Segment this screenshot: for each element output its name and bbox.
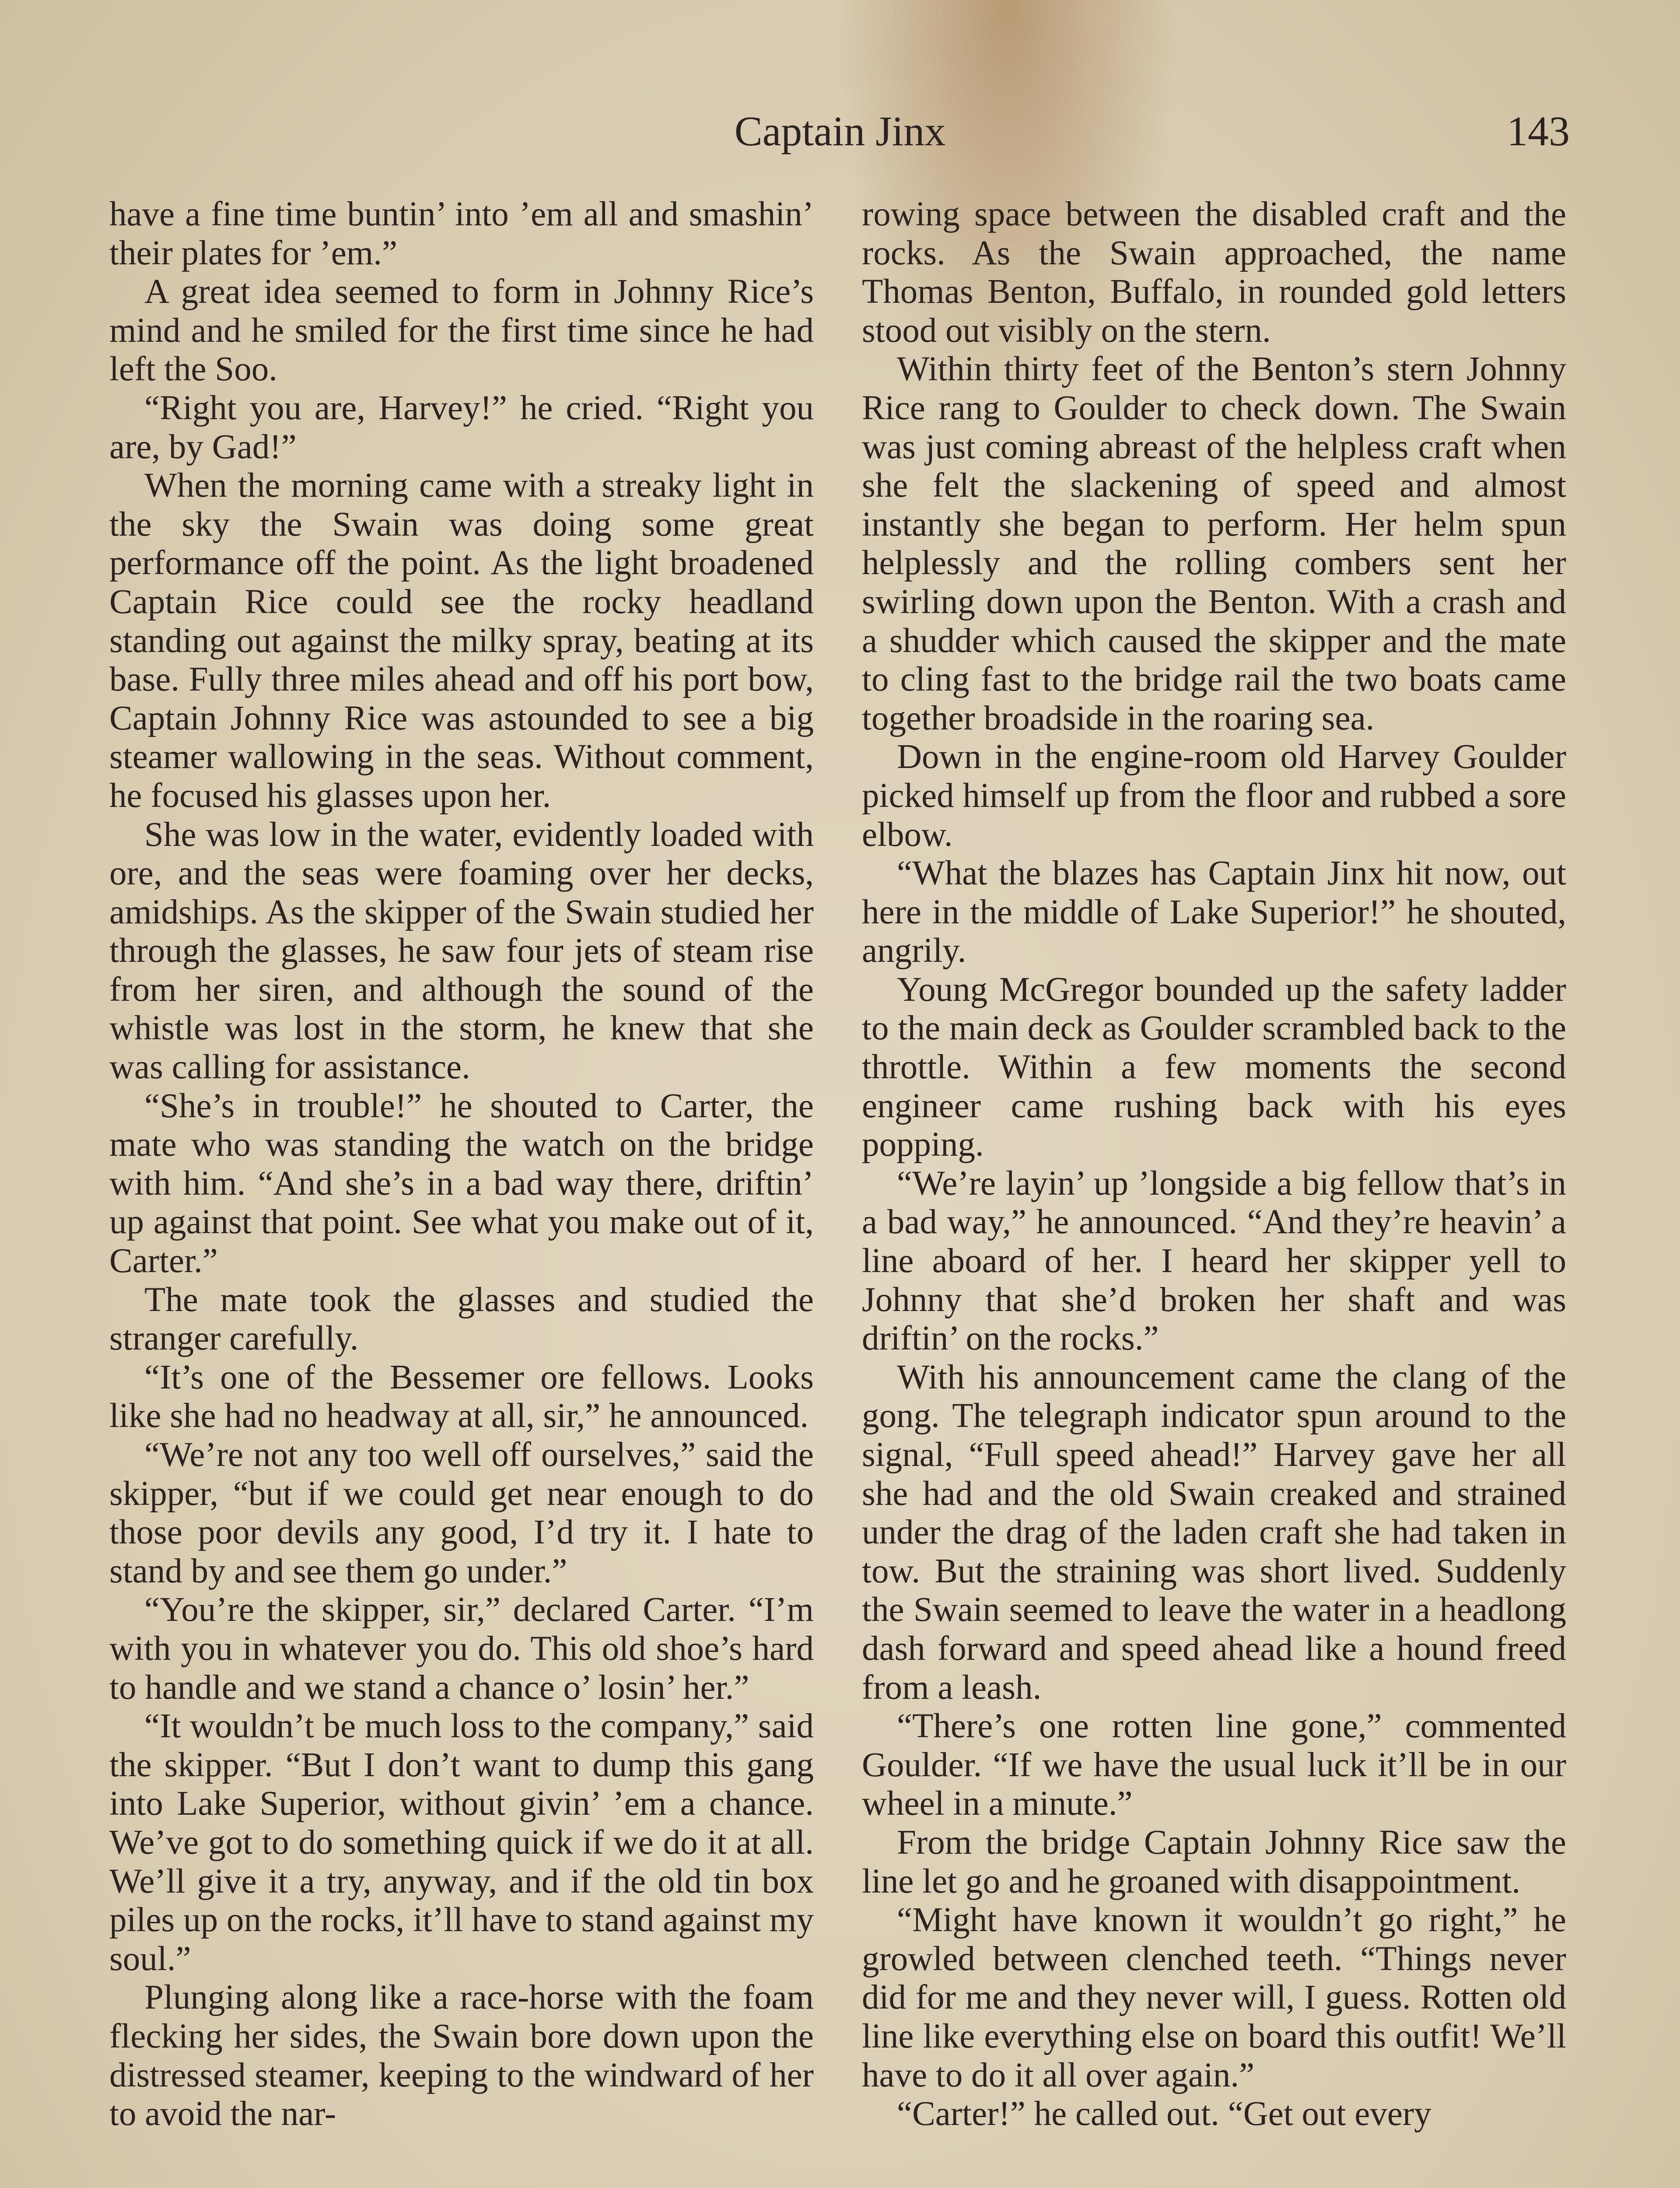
page-header [0,101,1680,162]
paragraph: “Carter!” he called out. “Get out every [897,2095,1432,2133]
paragraph: Down in the engine-room old Harvey Goulder picked himself up from the floor and rubbed a sore elbow. [862,738,1566,854]
paragraph: Plunging along like a race-horse with the foam flecking her sides, the Swain bore down upon the distressed steamer, keeping to the windward of her to avoid the nar- [109,1978,814,2133]
paragraph: Within thirty feet of the Benton’s stern Johnny Rice rang to Goulder to check down. The Swain was just coming abreast of the helpless craft when she felt the slackening of speed and almost instantly she began to perform. Her helm spun helplessly and the rolling combers sent her swirling down upon the Benton. With a crash and a shudder which caused the skipper and the mate to cling fast to the bridge rail the two boats came together broadside in the roaring sea. [862,350,1566,737]
paragraph: She was low in the water, evidently loaded with ore, and the seas were foaming over her decks, amidships. As the skipper of the Swain studied her through the glasses, he saw four jets of steam rise from her siren, and although the sound of the whistle was lost in the storm, he knew that she was calling for assistance. [109,815,814,1087]
paragraph: “You’re the skipper, sir,” declared Carter. “I’m with you in whatever you do. This old shoe’s hard to handle and we stand a chance o’ losin’ her.” [109,1591,814,1707]
paragraph: rowing space between the disabled craft and the rocks. As the Swain approached, the name Thomas Benton, Buffalo, in rounded gold letters stood out visibly on the stern. [862,195,1566,350]
paragraph: “It wouldn’t be much loss to the company,” said the skipper. “But I don’t want to dump this gang into Lake Superior, without givin’ ’em a chance. We’ve got to do something quick if we do it at all. We’ll give it a try, anyway, and if the old tin box piles up on the rocks, it’ll have to stand against my soul.” [109,1707,814,1978]
paragraph: “Right you are, Harvey!” he cried. “Right you are, by Gad!” [109,389,814,466]
page-number: 143 [1507,108,1570,154]
paragraph: A great idea seemed to form in Johnny Rice’s mind and he smiled for the first time since he had left the Soo. [109,273,814,389]
paragraph: “There’s one rotten line gone,” commented Goulder. “If we have the usual luck it’ll be in our wheel in a minute.” [862,1707,1566,1823]
left-column [109,195,814,2134]
paragraph: From the bridge Captain Johnny Rice saw the line let go and he groaned with disappointment. [862,1823,1566,1900]
paragraph: When the morning came with a streaky light in the sky the Swain was doing some great performance off the point. As the light broadened Captain Rice could see the rocky headland standing out against the milky spray, beating at its base. Fully three miles ahead and off his port bow, Captain Johnny Rice was astounded to see a big steamer wallowing in the seas. Without comment, he focused his glasses upon her. [109,466,814,815]
right-column [862,195,1566,2134]
paragraph: Young McGregor bounded up the safety ladder to the main deck as Goulder scrambled back to the throttle. Within a few moments the second engineer came rushing back with his eyes popping. [862,970,1566,1164]
paragraph: “Might have known it wouldn’t go right,” he growled between clenched teeth. “Things never did for me and they never will, I guess. Rotten old line like everything else on board this outfit! We’ll have to do it all over again.” [862,1901,1566,2094]
paragraph: The mate took the glasses and studied the stranger carefully. [109,1280,814,1358]
paragraph: “She’s in trouble!” he shouted to Carter, the mate who was standing the watch on the bridge with him. “And she’s in a bad way there, driftin’ up against that point. See what you make out of it, Carter.” [109,1087,814,1280]
paragraph: have a fine time buntin’ into ’em all and smashin’ their plates for ’em.” [109,195,814,272]
paragraph: “What the blazes has Captain Jinx hit now, out here in the middle of Lake Superior!” he shouted, angrily. [862,854,1566,970]
paragraph: “We’re not any too well off ourselves,” said the skipper, “but if we could get near enough to do those poor devils any good, I’d try it. I hate to stand by and see them go under.” [109,1436,814,1590]
running-title: Captain Jinx [734,108,946,154]
paragraph: With his announcement came the clang of the gong. The telegraph indicator spun around to the signal, “Full speed ahead!” Harvey gave her all she had and the old Swain creaked and strained under the drag of the laden craft she had taken in tow. But the straining was short lived. Suddenly the Swain seemed to leave the water in a headlong dash forward and speed ahead like a hound freed from a leash. [862,1358,1566,1707]
paragraph: “We’re layin’ up ’longside a big fellow that’s in a bad way,” he announced. “And they’re heavin’ a line aboard of her. I heard her skipper yell to Johnny that she’d broken her shaft and was driftin’ on the rocks.” [862,1164,1566,1358]
paragraph: “It’s one of the Bessemer ore fellows. Looks like she had no headway at all, sir,” he announced. [109,1358,814,1435]
